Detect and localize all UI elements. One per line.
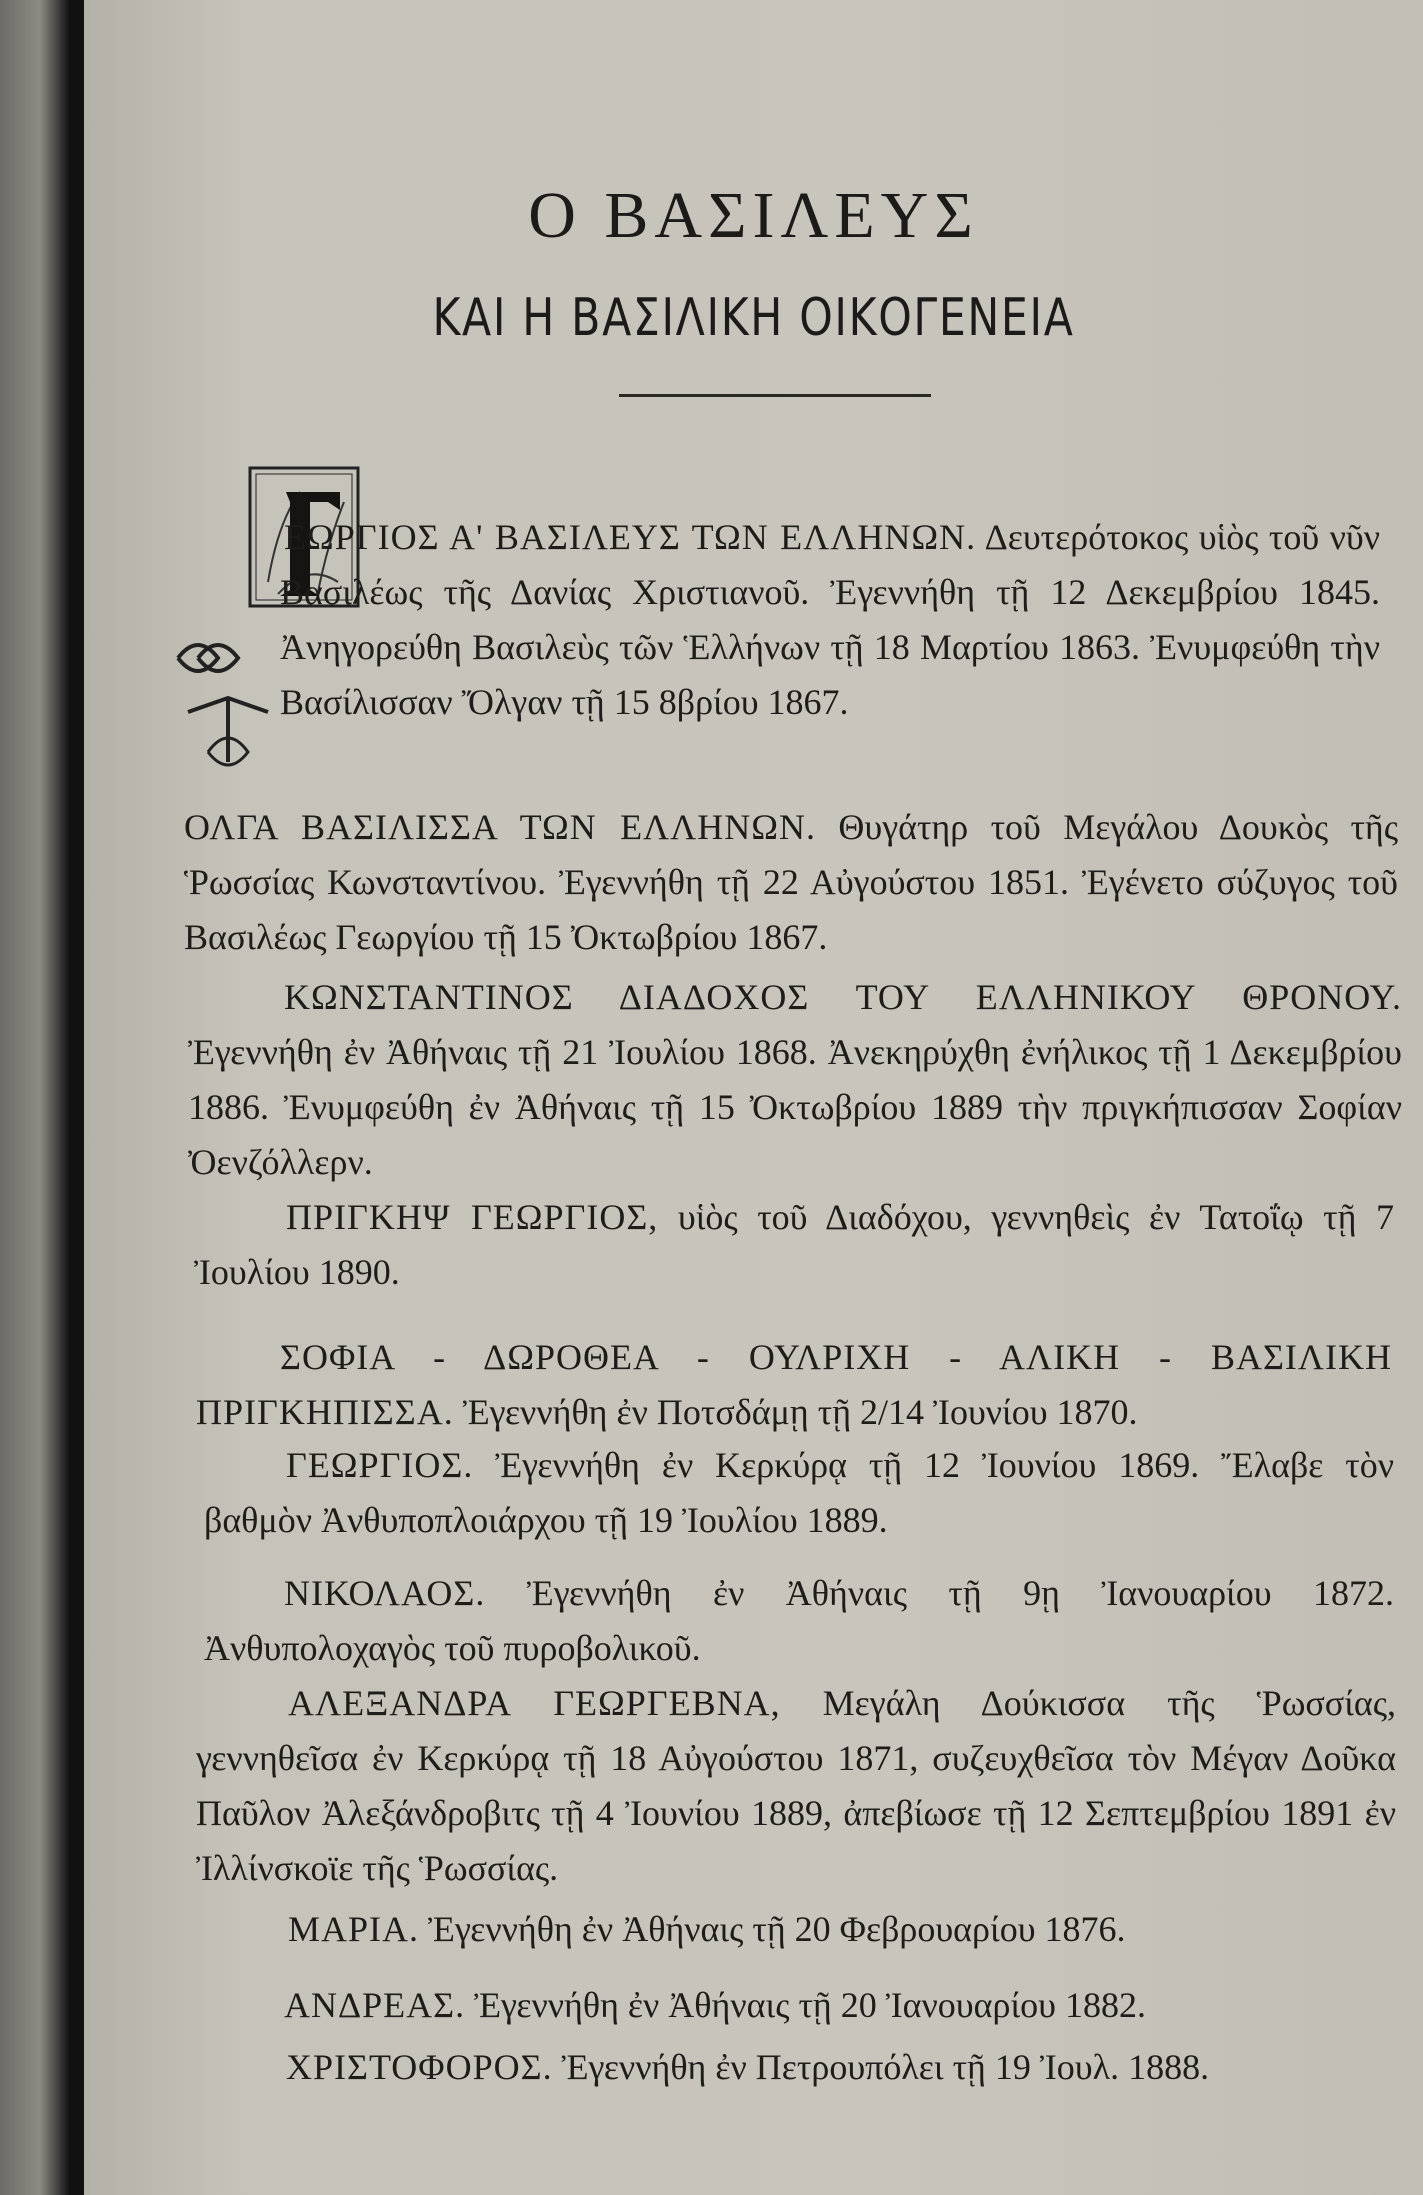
entry-text: Ἐγεννήθη ἐν Ἀθήναις τῇ 9ῃ Ἰανουαρίου 1872. Ἀνθυπολοχαγὸς τοῦ πυροβολικοῦ. (204, 1573, 1394, 1668)
entry-constantine (188, 970, 1402, 1190)
entry-heading: ΠΡΙΓΚΗΨ ΓΕΩΡΓΙΟΣ, (286, 1197, 659, 1237)
entry-text: Ἐγεννήθη ἐν Κερκύρᾳ τῇ 12 Ἰουνίου 1869. Ἔλαβε τὸν βαθμὸν Ἀνθυποπλοιάρχου τῇ 19 Ἰουλίου 1889. (204, 1445, 1395, 1540)
book-binding-edge (0, 0, 84, 2195)
entry-heading: ΧΡΙΣΤΟΦΟΡΟΣ. (286, 2047, 553, 2087)
entry-heading: ΣΟΦΙΑ - ΔΩΡΟΘΕΑ - ΟΥΛΡΙΧΗ - ΑΛΙΚΗ - ΒΑΣΙΛΙΚΗ ΠΡΙΓΚΗΠΙΣΣΑ. (196, 1337, 1392, 1432)
entry-sophia (196, 1330, 1392, 1440)
entry-text: Θυγάτηρ τοῦ Μεγάλου Δουκὸς τῆς Ῥωσσίας Κωνσταντίνου. Ἐγεννήθη τῇ 22 Αὐγούστου 1851. Ἐγένετο σύζυγος τοῦ Βασιλέως Γεωργίου τῇ 15 Ὀκτωβρίου 1867. (184, 807, 1399, 957)
entry-andreas (202, 1978, 1398, 2033)
entry-king-george (280, 510, 1380, 730)
entry-george (204, 1438, 1394, 1548)
page-subtitle: ΚΑΙ Η ΒΑΣΙΛΙΚΗ ΟΙΚΟΓΕΝΕΙΑ (432, 288, 1075, 348)
entry-heading: ΓΕΩΡΓΙΟΣ. (286, 1445, 474, 1485)
entry-heading: ΝΙΚΟΛΑΟΣ. (284, 1573, 486, 1613)
entry-text: Δευτερότοκος υἱὸς τοῦ νῦν Βασιλέως τῆς Δανίας Χριστιανοῦ. Ἐγεννήθη τῇ 12 Δεκεμβρίου 1845. Ἀνηγορεύθη Βασιλεὺς τῶν Ἑλλήνων τῇ 18 Μαρτίου 1863. Ἐνυμφεύθη τὴν Βασίλισσαν Ὄλγαν τῇ 15 8βρίου 1867. (280, 517, 1380, 722)
entry-prince-george-son (194, 1190, 1394, 1300)
entry-text: υἱὸς τοῦ Διαδόχου, γεννηθεὶς ἐν Τατοΐῳ τῇ 7 Ἰουλίου 1890. (194, 1197, 1395, 1292)
entry-nicholas (204, 1566, 1394, 1676)
entry-heading: ΜΑΡΙΑ. (288, 1909, 420, 1949)
entry-heading: ΚΩΝΣΤΑΝΤΙΝΟΣ ΔΙΑΔΟΧΟΣ ΤΟΥ ΕΛΛΗΝΙΚΟΥ ΘΡΟΝΟΥ. (284, 977, 1402, 1017)
entry-text: Ἐγεννήθη ἐν Ποτσδάμῃ τῇ 2/14 Ἰουνίου 1870. (462, 1392, 1138, 1432)
entry-christopher (202, 2040, 1398, 2095)
entry-heading: ΟΛΓΑ ΒΑΣΙΛΙΣΣΑ ΤΩΝ ΕΛΛΗΝΩΝ. (184, 807, 817, 847)
entry-text: Ἐγεννήθη ἐν Ἀθήναις τῇ 20 Ἰανουαρίου 1882. (474, 1985, 1146, 2025)
page-title: Ο ΒΑΣΙΛΕΥΣ (528, 179, 979, 252)
entry-text: Ἐγεννήθη ἐν Ἀθήναις τῇ 21 Ἰουλίου 1868. Ἀνεκηρύχθη ἐνήλικος τῇ 1 Δεκεμβρίου 1886. Ἐνυμφεύθη ἐν Ἀθήναις τῇ 15 Ὀκτωβρίου 1889 τὴν πριγκήπισσαν Σοφίαν Ὀενζόλλερν. (188, 1032, 1402, 1182)
entry-queen-olga (184, 800, 1398, 965)
entry-text: Ἐγεννήθη ἐν Ἀθήναις τῇ 20 Φεβρουαρίου 1876. (428, 1909, 1126, 1949)
entry-alexandra (196, 1676, 1396, 1896)
title-rule (619, 394, 931, 397)
book-page (84, 0, 1423, 2195)
entry-text: Ἐγεννήθη ἐν Πετρουπόλει τῇ 19 Ἰουλ. 1888. (561, 2047, 1210, 2087)
entry-text: Μεγάλη Δούκισσα τῆς Ῥωσσίας, γεννηθεῖσα ἐν Κερκύρᾳ τῇ 18 Αὐγούστου 1871, συζευχθεῖσα τὸν Μέγαν Δοῦκα Παῦλον Ἀλεξάνδροβιτς τῇ 4 Ἰουνίου 1889, ἀπεβίωσε τῇ 12 Σεπτεμβρίου 1891 ἐν Ἰλλίνσκοϊε τῆς Ῥωσσίας. (196, 1683, 1397, 1888)
entry-heading: ΑΝΔΡΕΑΣ. (284, 1985, 466, 2025)
entry-heading: ΕΩΡΓΙΟΣ Α' ΒΑΣΙΛΕΥΣ ΤΩΝ ΕΛΛΗΝΩΝ. (284, 517, 977, 557)
entry-heading: ΑΛΕΞΑΝΔΡΑ ΓΕΩΡΓΕΒΝΑ, (288, 1683, 781, 1723)
entry-maria (202, 1902, 1398, 1957)
